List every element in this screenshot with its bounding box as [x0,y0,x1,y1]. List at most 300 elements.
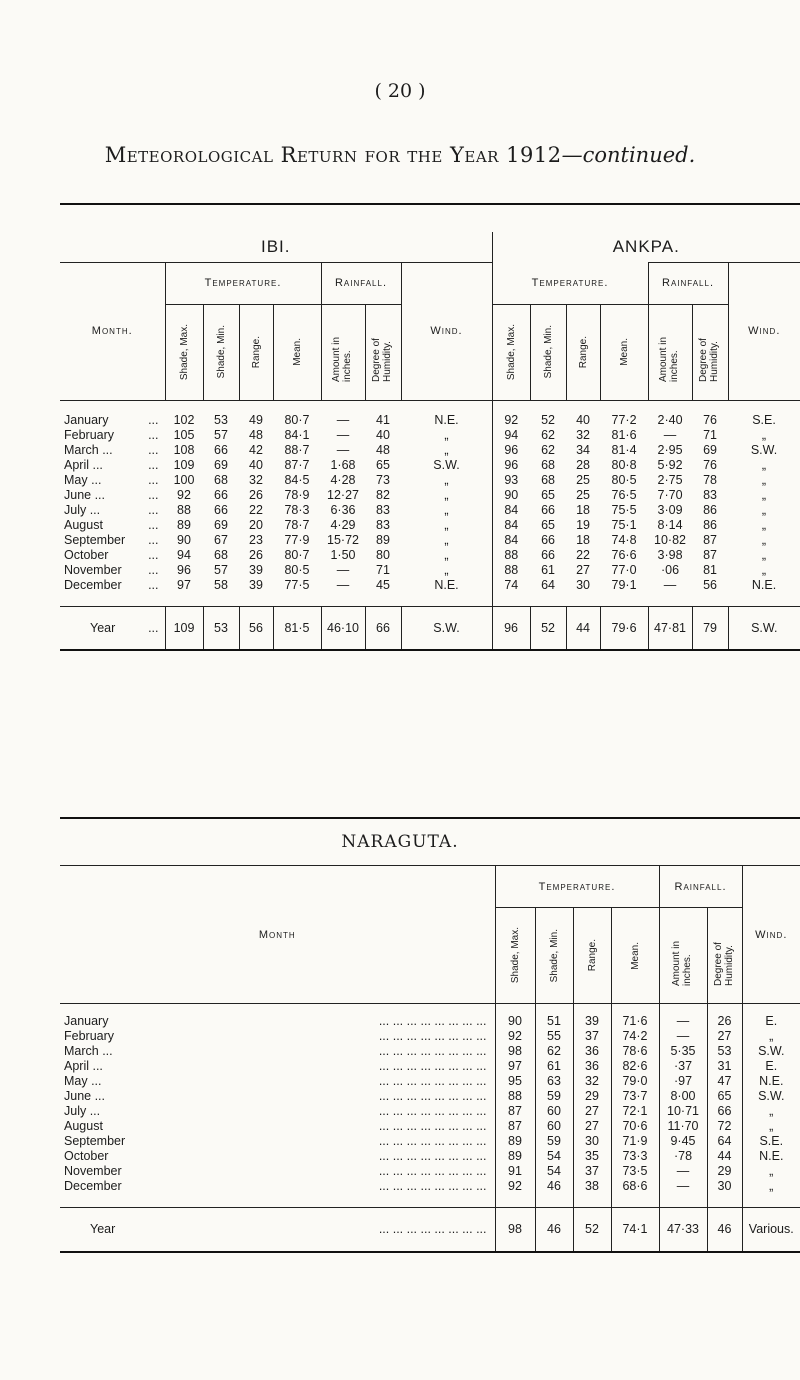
month-label: September [64,1134,126,1148]
ankpa-cell: 77·2 [611,412,637,427]
ankpa-cell: 86 [703,517,717,532]
ibi-col-range: Range. [250,335,262,369]
ibi-cell: 88·7 [284,442,310,457]
month-cell [60,472,165,487]
naraguta-cell: 36 [573,1044,611,1059]
table-row [60,1149,800,1164]
ibi-cell: „ [401,532,492,547]
naraguta-cell: 52 [573,1208,611,1252]
ankpa-cell: 3·98 [657,547,683,562]
ibi-cell: 67 [214,532,228,547]
month-label: December [64,1179,122,1193]
ankpa-cell: 84 [504,517,519,532]
leader-dots: ... ... ... ... ... ... ... ... [378,1134,487,1148]
table-row [60,1179,800,1194]
ibi-cell: — [336,412,350,427]
ankpa-cell: „ [761,532,767,547]
naraguta-cell: 54 [535,1149,573,1164]
year-row [60,606,800,650]
ankpa-cell: 94 [504,427,519,442]
table-row [60,532,800,547]
ankpa-cell: 86 [703,502,717,517]
naraguta-cell: ·97 [659,1074,707,1089]
month-label: Year [90,620,116,635]
ankpa-cell: 2·75 [657,472,683,487]
naraguta-temperature-header: Temperature. [495,866,659,908]
ibi-cell: 80·5 [284,562,310,577]
naraguta-cell: „ [742,1164,800,1179]
naraguta-cell: ·37 [659,1059,707,1074]
table-row [60,1119,800,1134]
ankpa-cell: — [663,427,677,442]
ankpa-cell: 88 [504,562,519,577]
ankpa-cell: 77·0 [611,562,637,577]
ankpa-col-humidity: Degree of Humidity. [698,338,721,382]
month-label: Year [90,1222,116,1237]
ibi-cell: 68 [214,472,228,487]
ankpa-cell: 81·6 [611,427,637,442]
ibi-cell: 15·72 [327,532,359,547]
ankpa-col-shade-max: Shade, Max. [505,323,517,381]
nar-col-mean: Mean. [629,941,641,970]
ibi-cell: 78·3 [284,502,310,517]
leader-dots: ... [148,412,159,427]
ankpa-cell: 75·1 [611,517,637,532]
ibi-cell: 100 [173,472,195,487]
naraguta-cell: 37 [573,1164,611,1179]
naraguta-cell: 74·2 [611,1029,659,1044]
ibi-cell: „ [401,517,492,532]
leader-dots: ... [148,620,159,635]
ibi-cell: 39 [249,577,263,592]
naraguta-cell: 47·33 [659,1208,707,1252]
ibi-cell: 26 [249,547,263,562]
ankpa-cell: 76 [703,457,717,472]
naraguta-cell: 72·1 [611,1104,659,1119]
month-label: November [64,1164,122,1178]
naraguta-cell: 27 [573,1119,611,1134]
station-naraguta: NARAGUTA. [341,832,459,852]
ibi-cell: 69 [214,457,228,472]
ankpa-cell: 79·6 [600,606,648,650]
ibi-cell: 109 [165,606,203,650]
month-cell [60,1208,495,1252]
ibi-cell: N.E. [401,577,492,592]
naraguta-cell: 73·5 [611,1164,659,1179]
month-label: May ... [64,472,102,487]
naraguta-cell: „ [742,1104,800,1119]
page-number: ( 20 ) [374,80,426,102]
ankpa-wind-header: Wind. [728,262,800,400]
month-label: July ... [64,502,101,517]
ibi-cell: 42 [249,442,263,457]
top-rule [60,203,800,205]
leader-dots: ... ... ... ... ... ... ... ... [378,1089,487,1103]
naraguta-cell: 89 [495,1149,535,1164]
ankpa-cell: 19 [576,517,590,532]
naraguta-cell: S.W. [742,1089,800,1104]
ibi-cell: 82 [376,487,390,502]
ibi-cell: 41 [376,412,390,427]
naraguta-cell: 89 [495,1134,535,1149]
ankpa-cell: 74 [504,577,519,592]
ibi-cell: 53 [214,412,228,427]
naraguta-cell: „ [742,1179,800,1194]
spacer-row [60,592,800,606]
spacer-row [60,1004,800,1014]
table-row [60,1074,800,1089]
nar-col-humidity: Degree of Humidity. [712,941,735,986]
nar-col-range: Range. [586,939,598,972]
naraguta-month-header: Month [60,866,495,1004]
month-label: July ... [64,1104,101,1118]
ankpa-cell: 74·8 [611,532,637,547]
leader-dots: ... ... ... ... ... ... ... ... [378,1149,487,1163]
month-label: January [64,412,109,427]
ankpa-cell: 96 [504,442,519,457]
title-continued: —continued. [561,143,696,167]
naraguta-cell: 30 [573,1134,611,1149]
naraguta-cell: S.E. [742,1134,800,1149]
ankpa-cell: N.E. [751,577,777,592]
ankpa-cell: 61 [541,562,555,577]
ibi-cell: 32 [249,472,263,487]
naraguta-cell: 87 [495,1119,535,1134]
leader-dots: ... ... ... ... ... ... ... ... [378,1044,487,1058]
ankpa-cell: 69 [703,442,717,457]
ankpa-cell: „ [761,427,767,442]
month-cell [60,1029,495,1044]
ankpa-cell: 2·95 [657,442,683,457]
month-label: October [64,547,109,562]
naraguta-wind-header: Wind. [742,866,800,1004]
ibi-cell: „ [401,547,492,562]
ibi-cell: 46·10 [321,606,365,650]
ibi-cell: 84·5 [284,472,310,487]
ankpa-cell: 32 [576,427,590,442]
ibi-col-mean: Mean. [291,338,303,366]
ibi-rainfall-header: Rainfall. [321,262,401,304]
table-row [60,1059,800,1074]
table-row [60,412,800,427]
ankpa-cell: 80·8 [611,457,637,472]
ibi-cell: 23 [249,532,263,547]
ibi-cell: — [336,442,350,457]
naraguta-cell: 46 [707,1208,742,1252]
table-row [60,577,800,592]
ibi-cell: 84·1 [284,427,310,442]
leader-dots: ... [148,517,159,532]
month-label: June ... [64,1089,105,1103]
naraguta-cell: 68·6 [611,1179,659,1194]
ankpa-cell: 40 [576,412,590,427]
naraguta-cell: 35 [573,1149,611,1164]
ibi-cell: „ [401,502,492,517]
ibi-col-humidity: Degree of Humidity. [371,338,393,382]
ibi-cell: 45 [376,577,390,592]
nar-col-amount: Amount in inches. [671,940,693,986]
ankpa-cell: S.W. [750,442,778,457]
ibi-col-amount: Amount in inches. [331,336,353,382]
month-cell [60,1089,495,1104]
ibi-cell: — [336,562,350,577]
leader-dots: ... ... ... ... ... ... ... ... [378,1104,487,1118]
ankpa-cell: 92 [504,412,519,427]
ankpa-cell: 62 [541,442,555,457]
month-cell [60,487,165,502]
leader-dots: ... ... ... ... ... ... ... ... [378,1074,487,1088]
naraguta-cell: 30 [707,1179,742,1194]
naraguta-cell: 79·0 [611,1074,659,1089]
ankpa-cell: „ [761,457,767,472]
month-cell [60,502,165,517]
table-row [60,1134,800,1149]
naraguta-cell: 97 [495,1059,535,1074]
table-row [60,487,800,502]
ibi-cell: 78·9 [284,487,310,502]
naraguta-cell: 91 [495,1164,535,1179]
ankpa-cell: 68 [541,457,555,472]
month-cell [60,1014,495,1029]
naraguta-cell: — [659,1179,707,1194]
ankpa-cell: 5·92 [657,457,683,472]
table-row [60,457,800,472]
ibi-cell: 68 [214,547,228,562]
naraguta-cell: 55 [535,1029,573,1044]
middle-rule [60,817,800,819]
ankpa-cell: 3·09 [657,502,683,517]
naraguta-cell: 53 [707,1044,742,1059]
naraguta-cell: 74·1 [611,1208,659,1252]
ankpa-cell: „ [761,547,767,562]
leader-dots: ... [148,457,159,472]
month-label: April ... [64,457,103,472]
ankpa-cell: 81 [703,562,717,577]
leader-dots: ... ... ... ... ... ... ... ... [378,1059,487,1073]
ankpa-col-range: Range. [577,335,589,369]
naraguta-cell: 32 [573,1074,611,1089]
ibi-cell: 105 [173,427,195,442]
naraguta-cell: „ [742,1119,800,1134]
naraguta-cell: 63 [535,1074,573,1089]
naraguta-cell: 92 [495,1179,535,1194]
leader-dots: ... [148,427,159,442]
ankpa-col-amount: Amount in inches. [658,336,681,382]
ibi-cell: „ [401,562,492,577]
naraguta-cell: 61 [535,1059,573,1074]
leader-dots: ... [148,487,159,502]
month-label: August [64,1119,103,1133]
table-row [60,517,800,532]
naraguta-cell: 29 [573,1089,611,1104]
ibi-cell: 56 [239,606,273,650]
month-cell [60,606,165,650]
spacer-row [60,400,800,412]
month-cell [60,577,165,592]
ankpa-cell: „ [761,502,767,517]
naraguta-cell: 29 [707,1164,742,1179]
ankpa-cell: — [663,577,677,592]
naraguta-rainfall-header: Rainfall. [659,866,742,908]
ankpa-cell: 66 [541,532,555,547]
table-row [60,562,800,577]
month-label: March ... [64,442,113,457]
naraguta-cell: 54 [535,1164,573,1179]
naraguta-cell: — [659,1014,707,1029]
month-label: October [64,1149,109,1163]
table-row [60,1104,800,1119]
month-label: February [64,427,115,442]
ankpa-cell: 66 [541,547,555,562]
month-header: Month. [60,262,165,400]
naraguta-cell: 71·9 [611,1134,659,1149]
ankpa-cell: S.W. [728,606,800,650]
ibi-cell: 83 [376,517,390,532]
ibi-cell: — [336,427,350,442]
ankpa-cell: 87 [703,547,717,562]
ankpa-cell: 78 [703,472,717,487]
month-cell [60,442,165,457]
ibi-cell: 4·29 [330,517,356,532]
month-cell [60,1119,495,1134]
table-row [60,442,800,457]
ibi-cell: 39 [249,562,263,577]
station-ankpa: ANKPA. [612,236,680,256]
ibi-cell: 58 [214,577,228,592]
ibi-cell: 66 [214,487,228,502]
leader-dots: ... [148,577,159,592]
naraguta-cell: 62 [535,1044,573,1059]
ibi-cell: 78·7 [284,517,310,532]
month-label: February [64,1029,115,1043]
month-cell [60,457,165,472]
naraguta-cell: 5·35 [659,1044,707,1059]
naraguta-cell: 38 [573,1179,611,1194]
naraguta-cell: 27 [573,1104,611,1119]
ibi-cell: 49 [249,412,263,427]
ibi-cell: 6·36 [330,502,356,517]
ibi-cell: 57 [214,562,228,577]
naraguta-cell: S.W. [742,1044,800,1059]
naraguta-cell: 9·45 [659,1134,707,1149]
naraguta-cell: 51 [535,1014,573,1029]
ibi-cell: 48 [249,427,263,442]
naraguta-cell: — [659,1029,707,1044]
ibi-cell: 109 [173,457,195,472]
month-cell [60,1044,495,1059]
naraguta-cell: 82·6 [611,1059,659,1074]
ibi-cell: „ [401,472,492,487]
ankpa-cell: „ [761,487,767,502]
nar-col-shade-min: Shade, Min. [548,928,560,983]
ankpa-rainfall-header: Rainfall. [648,262,728,304]
ibi-cell: 53 [203,606,239,650]
month-cell [60,562,165,577]
ankpa-cell: S.E. [752,412,776,427]
naraguta-cell: N.E. [742,1149,800,1164]
ibi-cell: 102 [173,412,195,427]
ibi-cell: 40 [249,457,263,472]
month-label: May ... [64,1074,102,1088]
month-label: December [64,577,122,592]
nar-col-shade-max: Shade, Max. [509,927,521,984]
ankpa-cell: 65 [541,487,555,502]
ibi-cell: 89 [177,517,191,532]
ankpa-cell: 47·81 [648,606,692,650]
month-cell [60,1179,495,1194]
ibi-cell: 73 [376,472,390,487]
ankpa-cell: „ [761,562,767,577]
month-label: September [64,532,126,547]
ibi-cell: 108 [173,442,195,457]
ibi-cell: 88 [177,502,191,517]
ibi-cell: 12·27 [327,487,359,502]
ankpa-cell: 52 [541,412,555,427]
ankpa-cell: 71 [703,427,717,442]
month-label: June ... [64,487,105,502]
station-ibi: IBI. [60,232,492,262]
leader-dots: ... [148,472,159,487]
spacer-row [60,1194,800,1208]
ibi-cell: 80·7 [284,547,310,562]
month-cell [60,1074,495,1089]
leader-dots: ... [148,502,159,517]
naraguta-cell: 31 [707,1059,742,1074]
table-row [60,1164,800,1179]
naraguta-cell: 88 [495,1089,535,1104]
ankpa-cell: 76·5 [611,487,637,502]
naraguta-cell: 64 [707,1134,742,1149]
leader-dots: ... [148,562,159,577]
naraguta-cell: 98 [495,1208,535,1252]
ibi-cell: 20 [249,517,263,532]
leader-dots: ... [148,532,159,547]
month-cell [60,1134,495,1149]
month-label: January [64,1014,109,1028]
ibi-cell: 1·50 [330,547,356,562]
leader-dots: ... ... ... ... ... ... ... ... [378,1164,487,1178]
leader-dots: ... [148,547,159,562]
ankpa-cell: 52 [530,606,566,650]
naraguta-cell: E. [742,1014,800,1029]
naraguta-cell: 46 [535,1179,573,1194]
table-row [60,472,800,487]
ibi-cell: 66 [214,442,228,457]
ankpa-cell: 83 [703,487,717,502]
ankpa-cell: „ [761,517,767,532]
naraguta-cell: 26 [707,1014,742,1029]
naraguta-cell: 36 [573,1059,611,1074]
naraguta-cell: 59 [535,1134,573,1149]
naraguta-cell: 39 [573,1014,611,1029]
ibi-cell: 66 [214,502,228,517]
naraguta-cell: 70·6 [611,1119,659,1134]
ibi-cell: — [336,577,350,592]
ankpa-cell: 7·70 [657,487,683,502]
leader-dots: ... [148,442,159,457]
ibi-cell: „ [401,442,492,457]
ankpa-cell: 34 [576,442,590,457]
month-cell [60,532,165,547]
naraguta-cell: 11·70 [659,1119,707,1134]
naraguta-cell: 95 [495,1074,535,1089]
naraguta-cell: 66 [707,1104,742,1119]
ankpa-cell: 93 [504,472,519,487]
ibi-temperature-header: Temperature. [165,262,321,304]
naraguta-cell: 72 [707,1119,742,1134]
naraguta-cell: Various. [742,1208,800,1252]
ibi-cell: 80·7 [284,412,310,427]
